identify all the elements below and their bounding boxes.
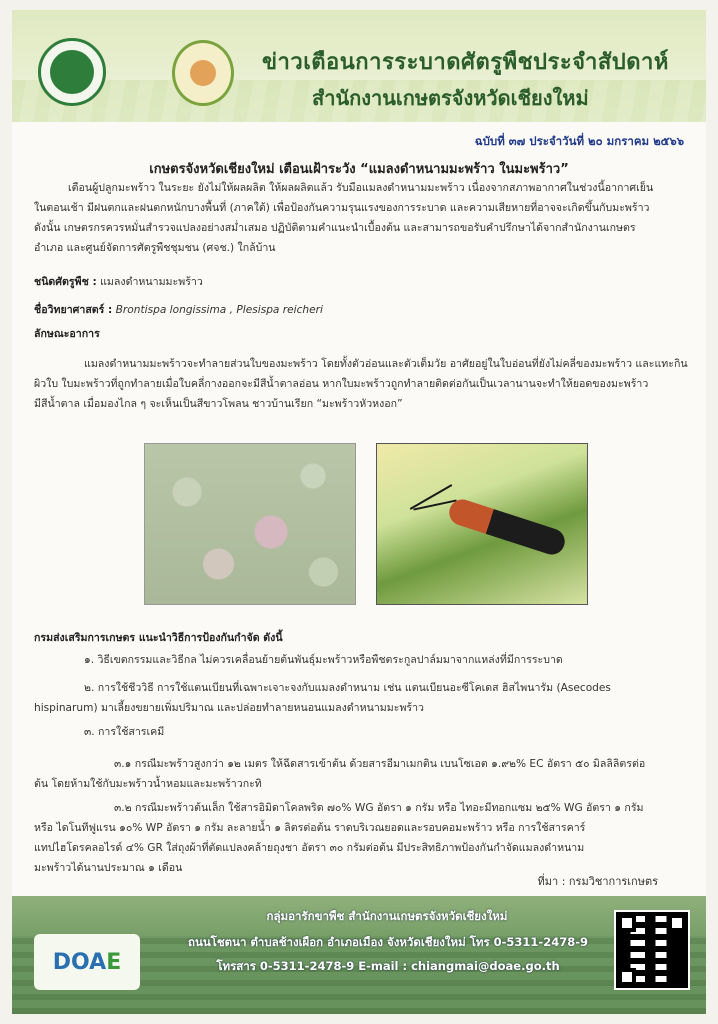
- symptoms-line-2: ผิวใบ ใบมะพร้าวที่ถูกทำลายเมื่อใบคลี่กางออกจะมีสีน้ำตาลอ่อน หากใบมะพร้าวถูกทำลายติดต่อกันเป็นเวลานานจะทำให้ยอดของมะพร้าว: [34, 378, 649, 390]
- qr-code-icon[interactable]: [614, 910, 690, 990]
- header-banner: [12, 10, 706, 122]
- footer-banner: [12, 896, 706, 1014]
- advice-line-10: มะพร้าวได้นานประมาณ ๑ เดือน: [34, 862, 183, 874]
- scientific-name: [34, 300, 323, 320]
- advice-line-8: หรือ ไดโนทีฟูแรน ๑๐% WP อัตรา ๑ กรัม ละลายน้ำ ๑ ลิตรต่อต้น ราดบริเวณยอดและรอบคอมะพร้าว หรือ การใช้สารคาร์: [34, 822, 586, 834]
- symptoms-heading: ลักษณะอาการ: [34, 328, 100, 340]
- scientific-name-label: ชื่อวิทยาศาสตร์ :: [34, 304, 113, 316]
- scientific-name-value: Brontispa longissima , Plesispa reicheri: [115, 304, 323, 316]
- intro-line-1: เตือนผู้ปลูกมะพร้าว ในระยะ ยังไม่ให้ผลผลิต ให้ผลผลิตแล้ว รับมือแมลงดำหนามมะพร้าว เนื่องจากสภาพอากาศในช่วงนี้อากาศเย็น: [68, 182, 654, 194]
- intro-line-4: อำเภอ และศูนย์จัดการศัตรูพืชชุมชน (ศจช.) ใกล้บ้าน: [34, 242, 276, 254]
- bulletin-page: [12, 10, 706, 1014]
- intro-line-3: ดังนั้น เกษตรกรควรหมั่นสำรวจแปลงอย่างสม่ำเสมอ ปฏิบัติตามคำแนะนำเบื้องต้น และสามารถขอรับคำปรึกษาได้จากสำนักงานเกษตร: [34, 222, 636, 234]
- pest-management-center-logo: [172, 40, 234, 106]
- advice-line-7: ๓.๒ กรณีมะพร้าวต้นเล็ก ใช้สารอิมิดาโคลพริด ๗๐% WG อัตรา ๑ กรัม หรือ ไทอะมีทอกแซม ๒๕% WG อัตรา ๑ กรัม: [114, 802, 644, 814]
- advice-line-1: ๑. วิธีเขตกรรมและวิธีกล ไม่ควรเคลื่อนย้ายต้นพันธุ์มะพร้าวหรือพืชตระกูลปาล์มมาจากแหล่งที่มีการระบาด: [84, 654, 563, 666]
- symptoms-line-3: มีสีน้ำตาล เมื่อมองไกล ๆ จะเห็นเป็นสีขาวโพลน ชาวบ้านเรียก “มะพร้าวหัวหงอก”: [34, 398, 403, 410]
- intro-line-2: ในตอนเช้า มีฝนตกและฝนตกหนักบางพื้นที่ (ภาคใต้) เพื่อป้องกันความรุนแรงของการระบาด และความเสียหายที่อาจจะเกิดขึ้นกับมะพร้าว: [34, 202, 650, 214]
- doae-logo-e: E: [106, 949, 122, 975]
- page-title: ข่าวเตือนการระบาดศัตรูพืชประจำสัปดาห์: [262, 50, 669, 75]
- advice-line-9: แทปไฮโดรคลอไรด์ ๔% GR ใส่ถุงผ้าที่ตัดแปลงคล้ายถุงชา อัตรา ๓๐ กรัมต่อต้น มีประสิทธิภาพป้องกันกำจัดแมลงดำหนาม: [34, 842, 585, 854]
- doae-logo-text: DOA: [52, 949, 107, 975]
- advice-line-6: ต้น โดยห้ามใช้กับมะพร้าวน้ำหอมและมะพร้าวกะทิ: [34, 778, 262, 790]
- issue-line: ฉบับที่ ๓๗ ประจำวันที่ ๒๐ มกราคม ๒๕๖๖: [474, 134, 684, 148]
- pest-type-label: ชนิดศัตรูพืช :: [34, 276, 97, 288]
- footer-contact: โทรสาร 0-5311-2478-9 E-mail : chiangmai@doae.go.th: [216, 959, 560, 973]
- doae-logo: [34, 934, 140, 990]
- ministry-emblem-logo: [38, 38, 106, 106]
- damaged-coconut-field-photo: [144, 443, 356, 605]
- footer-office: กลุ่มอารักขาพืช สำนักงานเกษตรจังหวัดเชียงใหม่: [266, 909, 508, 923]
- advice-line-3: hispinarum) มาเลี้ยงขยายเพิ่มปริมาณ และปล่อยทำลายหนอนแมลงดำหนามมะพร้าว: [34, 702, 425, 714]
- footer-address: ถนนโชตนา ตำบลช้างเผือก อำเภอเมือง จังหวัดเชียงใหม่ โทร 0-5311-2478-9: [188, 935, 588, 949]
- beetle-icon: [446, 496, 568, 558]
- coconut-beetle-photo: [376, 443, 588, 605]
- advice-line-2: ๒. การใช้ชีววิธี การใช้แตนเบียนที่เฉพาะเจาะจงกับแมลงดำหนาม เช่น แตนเบียนอะซีโคเดส ฮิสไพนารัม (Asecodes: [84, 682, 611, 694]
- page-subtitle: สำนักงานเกษตรจังหวัดเชียงใหม่: [312, 86, 589, 110]
- headline: เกษตรจังหวัดเชียงใหม่ เตือนเฝ้าระวัง “แมลงดำหนามมะพร้าว ในมะพร้าว”: [149, 162, 569, 177]
- pest-type: [34, 272, 203, 292]
- advice-line-5: ๓.๑ กรณีมะพร้าวสูงกว่า ๑๒ เมตร ให้ฉีดสารเข้าต้น ด้วยสารอีมาเมกติน เบนโซเอต ๑.๙๒% EC อัตรา ๕๐ มิลลิลิตรต่อ: [114, 758, 646, 770]
- advice-heading: กรมส่งเสริมการเกษตร แนะนำวิธีการป้องกันกำจัด ดังนี้: [34, 632, 283, 644]
- pest-type-value: แมลงดำหนามมะพร้าว: [100, 276, 203, 288]
- source-credit: ที่มา : กรมวิชาการเกษตร: [537, 875, 658, 888]
- advice-line-4: ๓. การใช้สารเคมี: [84, 726, 165, 738]
- symptoms-line-1: แมลงดำหนามมะพร้าวจะทำลายส่วนใบของมะพร้าว โดยทั้งตัวอ่อนและตัวเต็มวัย อาศัยอยู่ในใบอ่อนที่ยังไม่คลี่ของมะพร้าว และแทะกิน: [84, 358, 688, 370]
